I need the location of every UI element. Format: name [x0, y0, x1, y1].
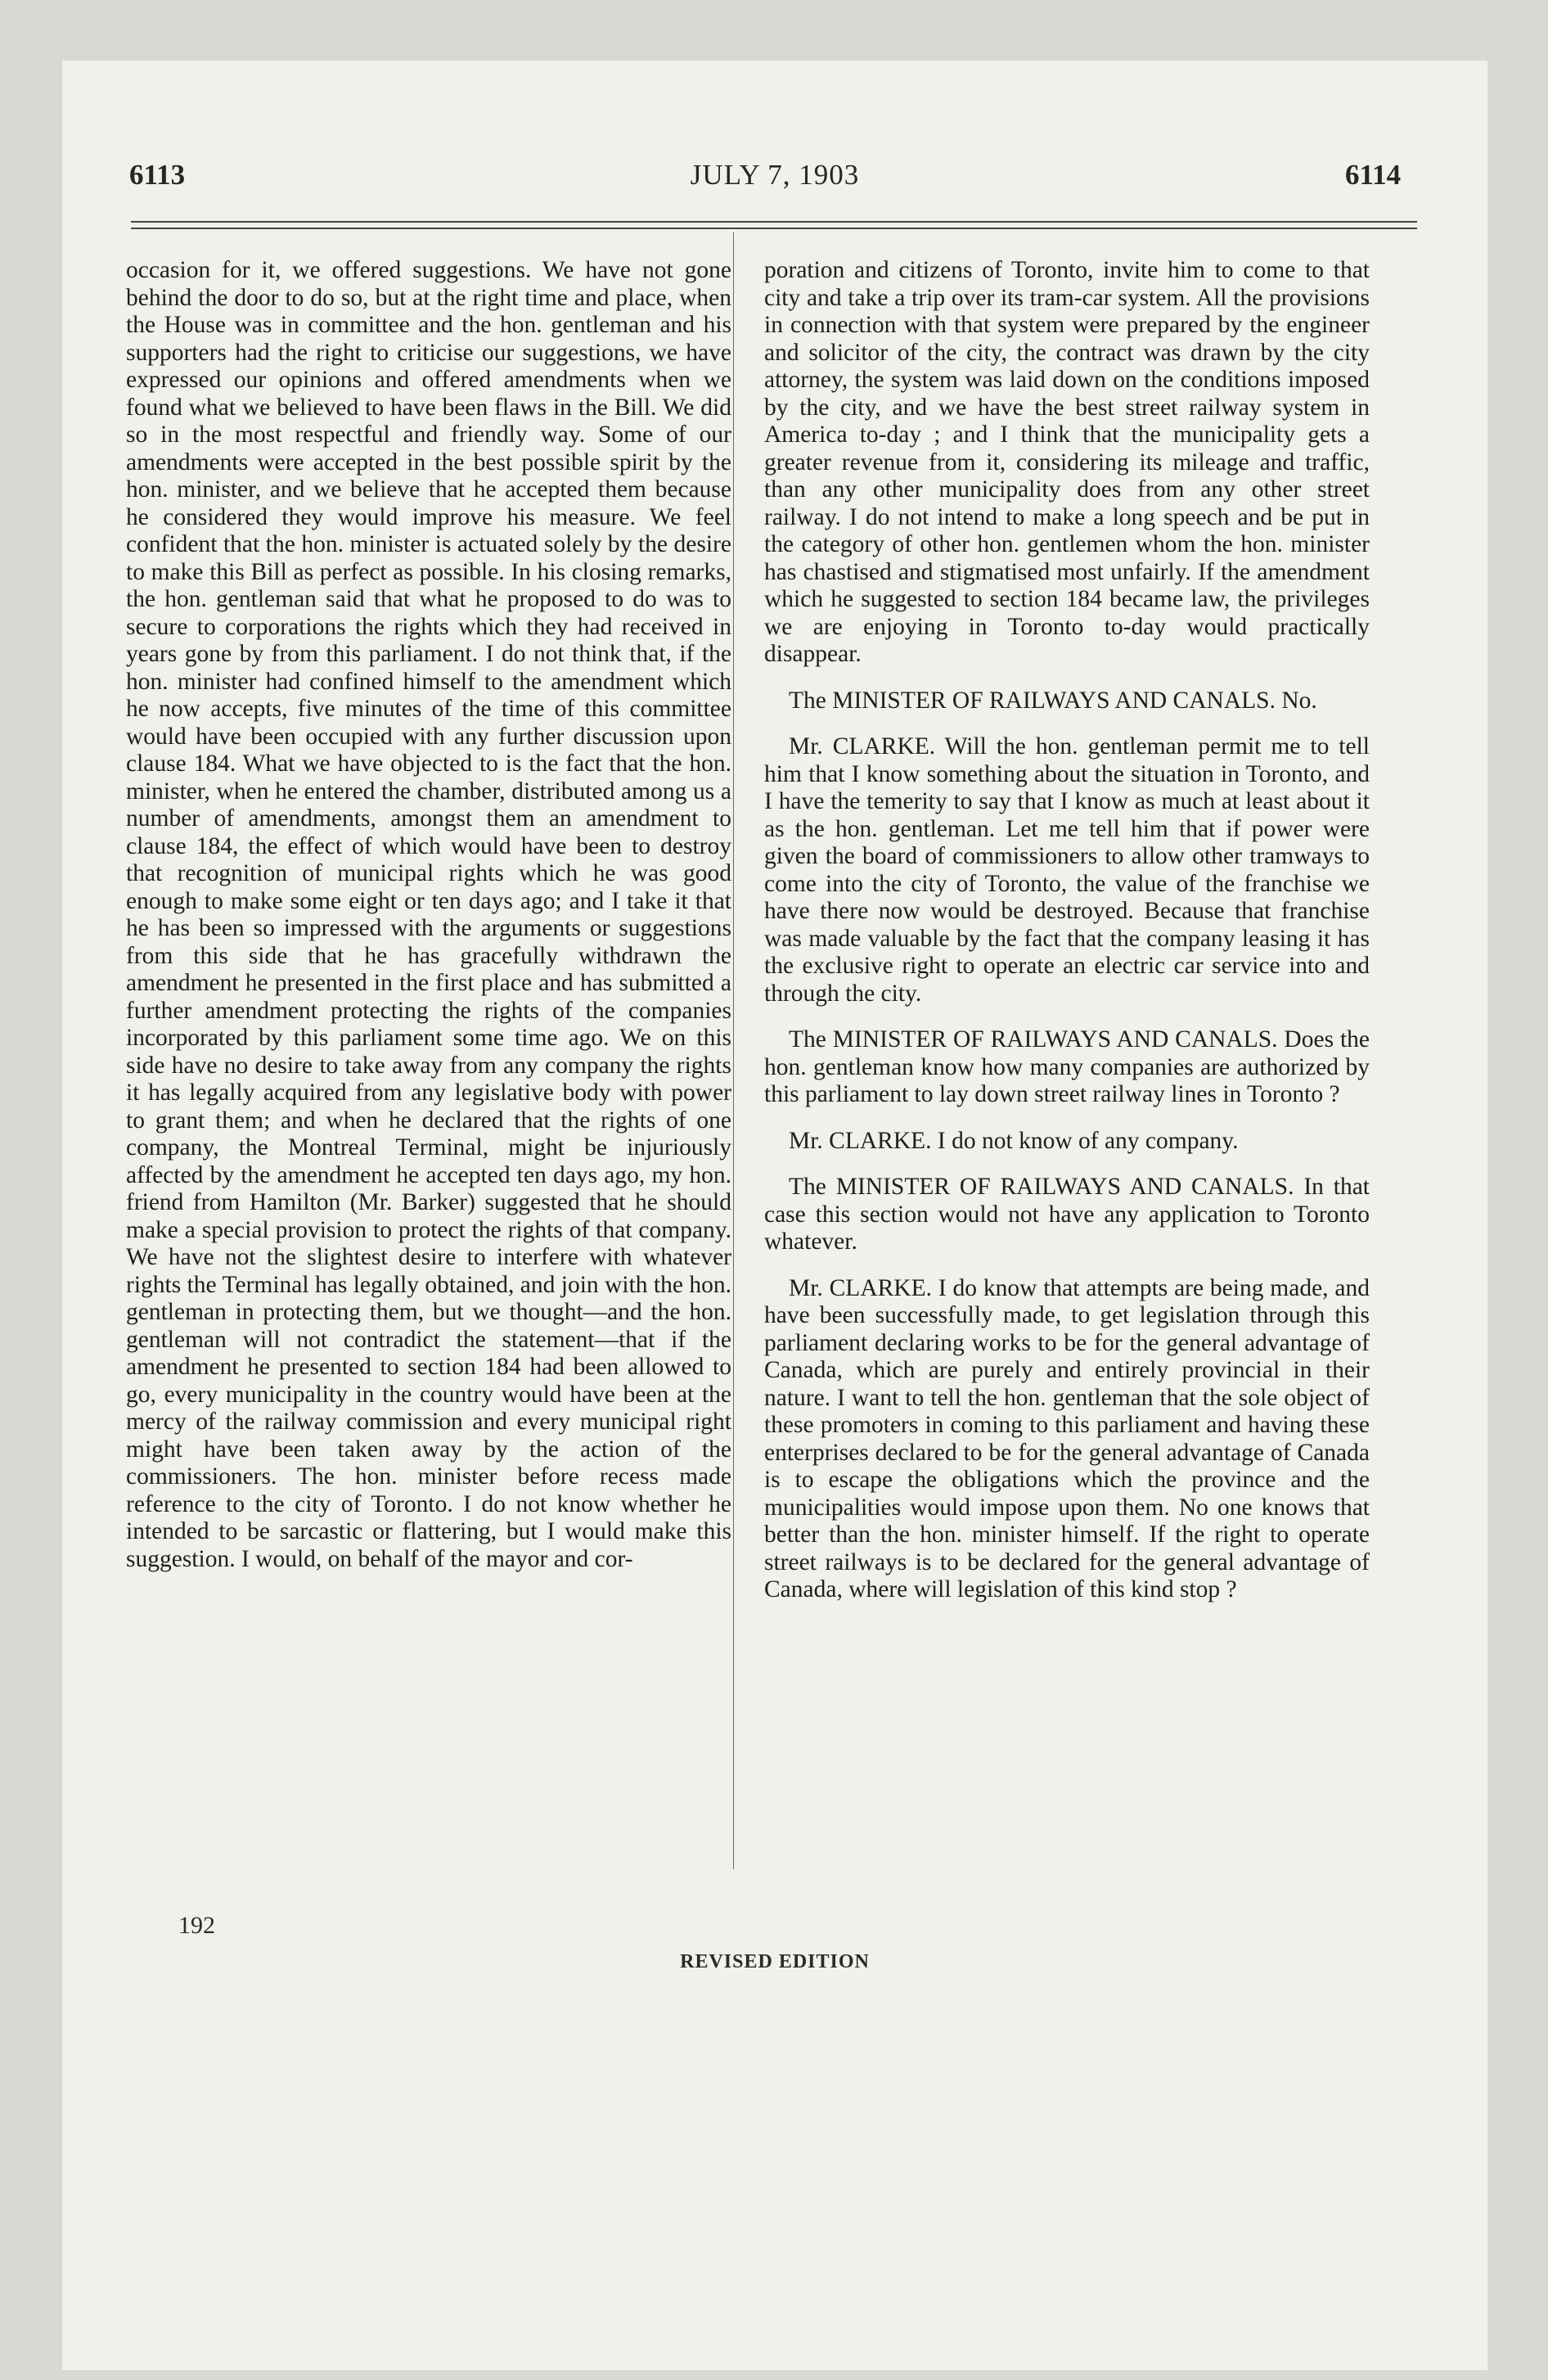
paragraph: The MINISTER OF RAILWAYS AND CANALS. In that case this section would not have any application to Toronto whatever.	[764, 1174, 1370, 1255]
page-header	[62, 159, 1487, 216]
column-divider	[733, 232, 734, 1869]
paragraph: The MINISTER OF RAILWAYS AND CANALS. Does the hon. gentleman know how many companies are authorized by this parliament to lay down street railway lines in Toronto ?	[764, 1026, 1370, 1107]
page-number-right: 6114	[1345, 159, 1402, 191]
paragraph: The MINISTER OF RAILWAYS AND CANALS. No.	[789, 687, 1317, 714]
left-column-text: occasion for it, we offered suggestions. We have not gone behind the door to do so, but at the right time and place, when the House was in committee and the hon. gentleman and his supporters had the right to criticise our suggestions, we have expressed our opinions and offered amendments when we found what we believed to have been flaws in the Bill. We did so in the most respectful and friendly way. Some of our amendments were accepted in the best possible spirit by the hon. minister, and we believe that he accepted them because he considered they would improve his measure. We feel confident that the hon. minister is actuated solely by the desire to make this Bill as perfect as possible. In his closing remarks, the hon. gentleman said that what he proposed to do was to secure to corporations the rights which they had received in years gone by from this parliament. I do not think that, if the hon. minister had confined himself to the amendment which he now accepts, five minutes of the time of this committee would have been occupied with any further discussion upon clause 184. What we have objected to is the fact that the hon. minister, when he entered the chamber, distributed among us a number of amendments, amongst them an amendment to clause 184, the effect of which would have been to destroy that recognition of municipal rights which he was good enough to make some eight or ten days ago; and I take it that he has been so impressed with the arguments or suggestions from this side that he has gracefully withdrawn the amendment he presented in the first place and has submitted a further amendment protecting the rights of the companies incorporated by this parliament some time ago. We on this side have no desire to take away from any company the rights it has legally acquired from any legislative body with power to grant them; and when he declared that the rights of one company, the Montreal Terminal, might be injuriously affected by the amendment he accepted ten days ago, my hon. friend from Hamilton (Mr. Barker) suggested that he should make a special provision to protect the rights of that company. We have not the slightest desire to interfere with whatever rights the Terminal has legally obtained, and join with the hon. gentleman in protecting them, but we thought—and the hon. gentleman will not contradict the statement—that if the amendment he presented to section 184 had been allowed to go, every municipality in the country would have been at the mercy of the railway commission and every municipal right might have been taken away by the action of the commissioners. The hon. minister before recess made reference to the city of Toronto. I do not know whether he intended to be sarcastic or flattering, but I would make this suggestion. I would, on behalf of the mayor and cor-	[126, 257, 731, 1572]
page-date: JULY 7, 1903	[690, 159, 860, 191]
paragraph: poration and citizens of Toronto, invite him to come to that city and take a trip over its tram-car system. All the provisions in connection with that system were prepared by the engineer and solicitor of the city, the contract was drawn by the city attorney, the system was laid down on the conditions imposed by the city, and we have the best street railway system in America to-day ; and I think that the municipality gets a greater revenue from it, considering its mileage and traffic, than any other municipality does from any other street railway. I do not intend to make a long speech and be put in the category of other hon. gentlemen whom the hon. minister has chastised and stigmatised most unfairly. If the amendment which he suggested to section 184 became law, the privileges we are enjoying in Toronto to-day would practically disappear.	[764, 257, 1370, 667]
paragraph: Mr. CLARKE. I do know that attempts are being made, and have been successfully made, to get legislation through this parliament declaring works to be for the general advantage of Canada, which are purely and entirely provincial in their nature. I want to tell the hon. gentleman that the sole object of these promoters in coming to this parliament and having these enterprises declared to be for the general advantage of Canada is to escape the obligations which the province and the municipalities would impose upon them. No one knows that better than the hon. minister himself. If the right to operate street railways is to be declared for the general advantage of Canada, where will legislation of this kind stop ?	[764, 1274, 1370, 1602]
header-rule	[131, 221, 1417, 229]
paragraph: Mr. CLARKE. Will the hon. gentleman permit me to tell him that I know something about the situation in Toronto, and I have the temerity to say that I know as much at least about it as the hon. gentleman. Let me tell him that if power were given the board of commissioners to allow other tramways to come into the city of Toronto, the value of the franchise we have there now would be destroyed. Because that franchise was made valuable by the fact that the company leasing it has the exclusive right to operate an electric car service into and through the city.	[764, 733, 1370, 1007]
right-column	[764, 257, 1370, 1623]
signature-mark: 192	[178, 1912, 215, 1939]
footer-edition: REVISED EDITION	[680, 1951, 870, 1972]
page-number-left: 6113	[129, 159, 186, 191]
document-page	[62, 61, 1487, 2370]
paragraph: Mr. CLARKE. I do not know of any company.	[789, 1127, 1239, 1154]
left-column	[126, 257, 731, 1573]
